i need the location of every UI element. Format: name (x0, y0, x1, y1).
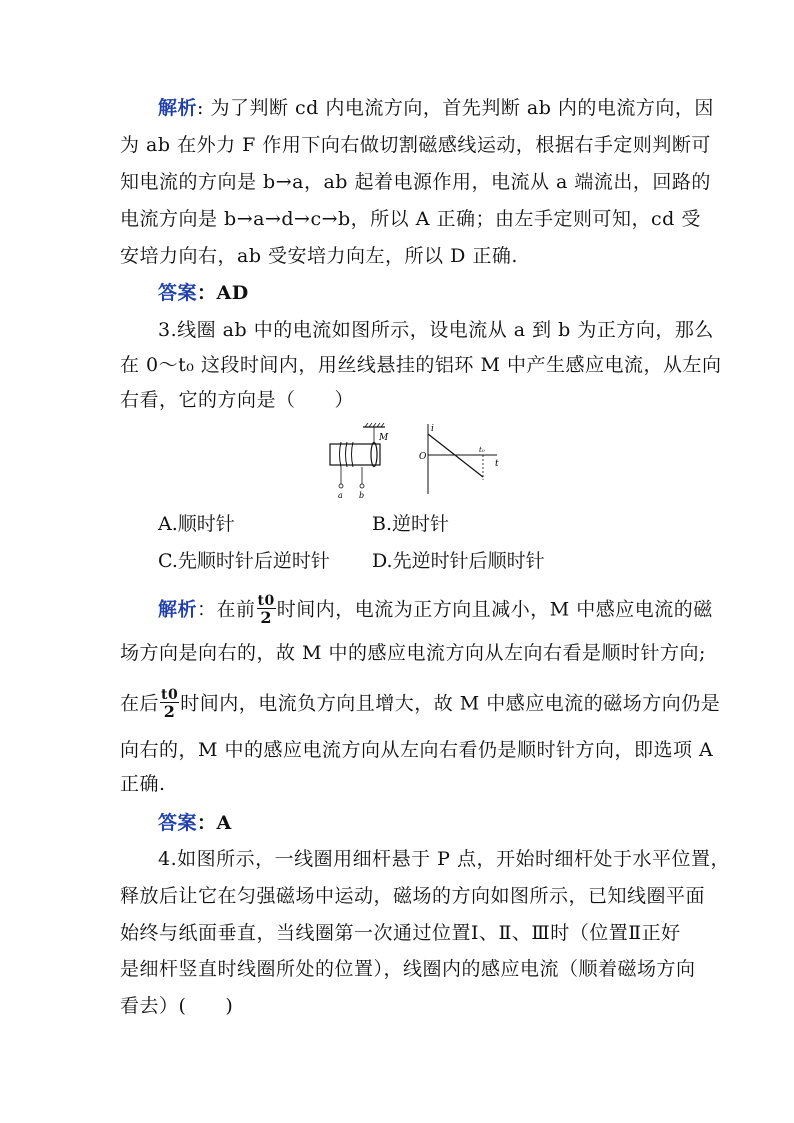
q4-line-1: 4.如图所示，一线圈用细杆悬于 P 点，开始时细杆处于水平位置， (158, 848, 730, 870)
q3-answer (158, 811, 718, 835)
q3-line-1: 3.线圈 ab 中的电流如图所示，设电流从 a 到 b 为正方向，那么 (158, 319, 714, 341)
q4-line-2: 释放后让它在匀强磁场中运动，磁场的方向如图所示，已知线圈平面 (120, 885, 706, 907)
fraction-numerator: t0 (161, 687, 179, 703)
label-M: M (379, 433, 389, 443)
ring-M (371, 443, 377, 467)
ceiling-hatch (365, 423, 384, 427)
label-b: b (359, 491, 365, 500)
label-a: a (338, 491, 343, 500)
option-C[interactable]: C.先顺时针后逆时针 (158, 550, 330, 572)
analysis-text: 在后 (120, 692, 160, 715)
q3-line-2: 在 0～t₀ 这段时间内，用丝线悬挂的铝环 M 中产生感应电流，从左向 (120, 354, 722, 376)
label-t: t (495, 459, 499, 469)
coil-windings (340, 442, 354, 467)
analysis-text: 时间内，电流为正方向且减小，M 中感应电流的磁 (276, 598, 713, 621)
q3-analysis-line-3 (120, 687, 721, 721)
q2-analysis-line-1 (158, 96, 718, 120)
terminal-a (339, 484, 343, 488)
q2-answer (158, 281, 718, 305)
analysis-text: ：在前 (197, 598, 256, 621)
q4-line-3: 始终与纸面垂直，当线圈第一次通过位置Ⅰ、Ⅱ、Ⅲ时（位置Ⅱ正好 (120, 922, 681, 944)
answer-value: ：AD (197, 282, 249, 304)
fraction-denominator: 2 (163, 702, 176, 721)
q2-analysis-line-5: 安培力向右，ab 受安培力向左，所以 D 正确. (120, 245, 518, 267)
terminal-b (360, 484, 364, 488)
option-D[interactable]: D.先逆时针后顺时针 (372, 550, 545, 572)
analysis-label: 解析 (158, 97, 198, 119)
fraction-t0-over-2 (257, 594, 276, 627)
q3-analysis-line-2: 场方向是向右的，故 M 中的感应电流方向从左向右看是顺时针方向; (120, 642, 706, 664)
answer-value: ：A (197, 812, 232, 834)
analysis-text: : 为了判断 cd 内电流方向，首先判断 ab 内的电流方向，因 (197, 97, 714, 119)
q3-analysis-line-5: 正确. (120, 773, 166, 795)
q3-analysis-line-1 (158, 594, 718, 627)
q3-line-3: 右看，它的方向是（ ） (120, 389, 355, 411)
label-O: O (419, 452, 427, 462)
analysis-label: 解析 (158, 598, 198, 621)
q2-analysis-line-3: 知电流的方向是 b→a，ab 起着电源作用，电流从 a 端流出，回路的 (120, 171, 711, 193)
label-t0: t₀ (479, 446, 485, 454)
fraction-numerator: t0 (257, 593, 275, 609)
q2-analysis-line-4: 电流方向是 b→a→d→c→b，所以 A 正确；由左手定则可知，cd 受 (120, 208, 701, 230)
q4-line-5: 看去）( ) (120, 995, 234, 1017)
solenoid (330, 444, 380, 465)
q3-analysis-line-4: 向右的，M 中的感应电流方向从左向右看仍是顺时针方向，即选项 A (120, 739, 714, 761)
fraction-denominator: 2 (260, 608, 272, 627)
fraction-t0-over-2 (160, 688, 179, 721)
label-i: i (431, 424, 434, 434)
option-A[interactable]: A.顺时针 (158, 513, 235, 535)
analysis-text: 时间内，电流负方向且增大，故 M 中感应电流的磁场方向仍是 (180, 692, 721, 715)
q2-analysis-line-2: 为 ab 在外力 F 作用下向右做切割磁感线运动，根据右手定则判断可 (120, 134, 711, 156)
q3-figure (325, 420, 515, 500)
answer-label: 答案 (158, 282, 198, 304)
option-B[interactable]: B.逆时针 (372, 513, 450, 535)
q4-line-4: 是细杆竖直时线圈所处的位置），线圈内的感应电流（顺着磁场方向 (120, 958, 696, 980)
answer-label: 答案 (158, 812, 198, 834)
